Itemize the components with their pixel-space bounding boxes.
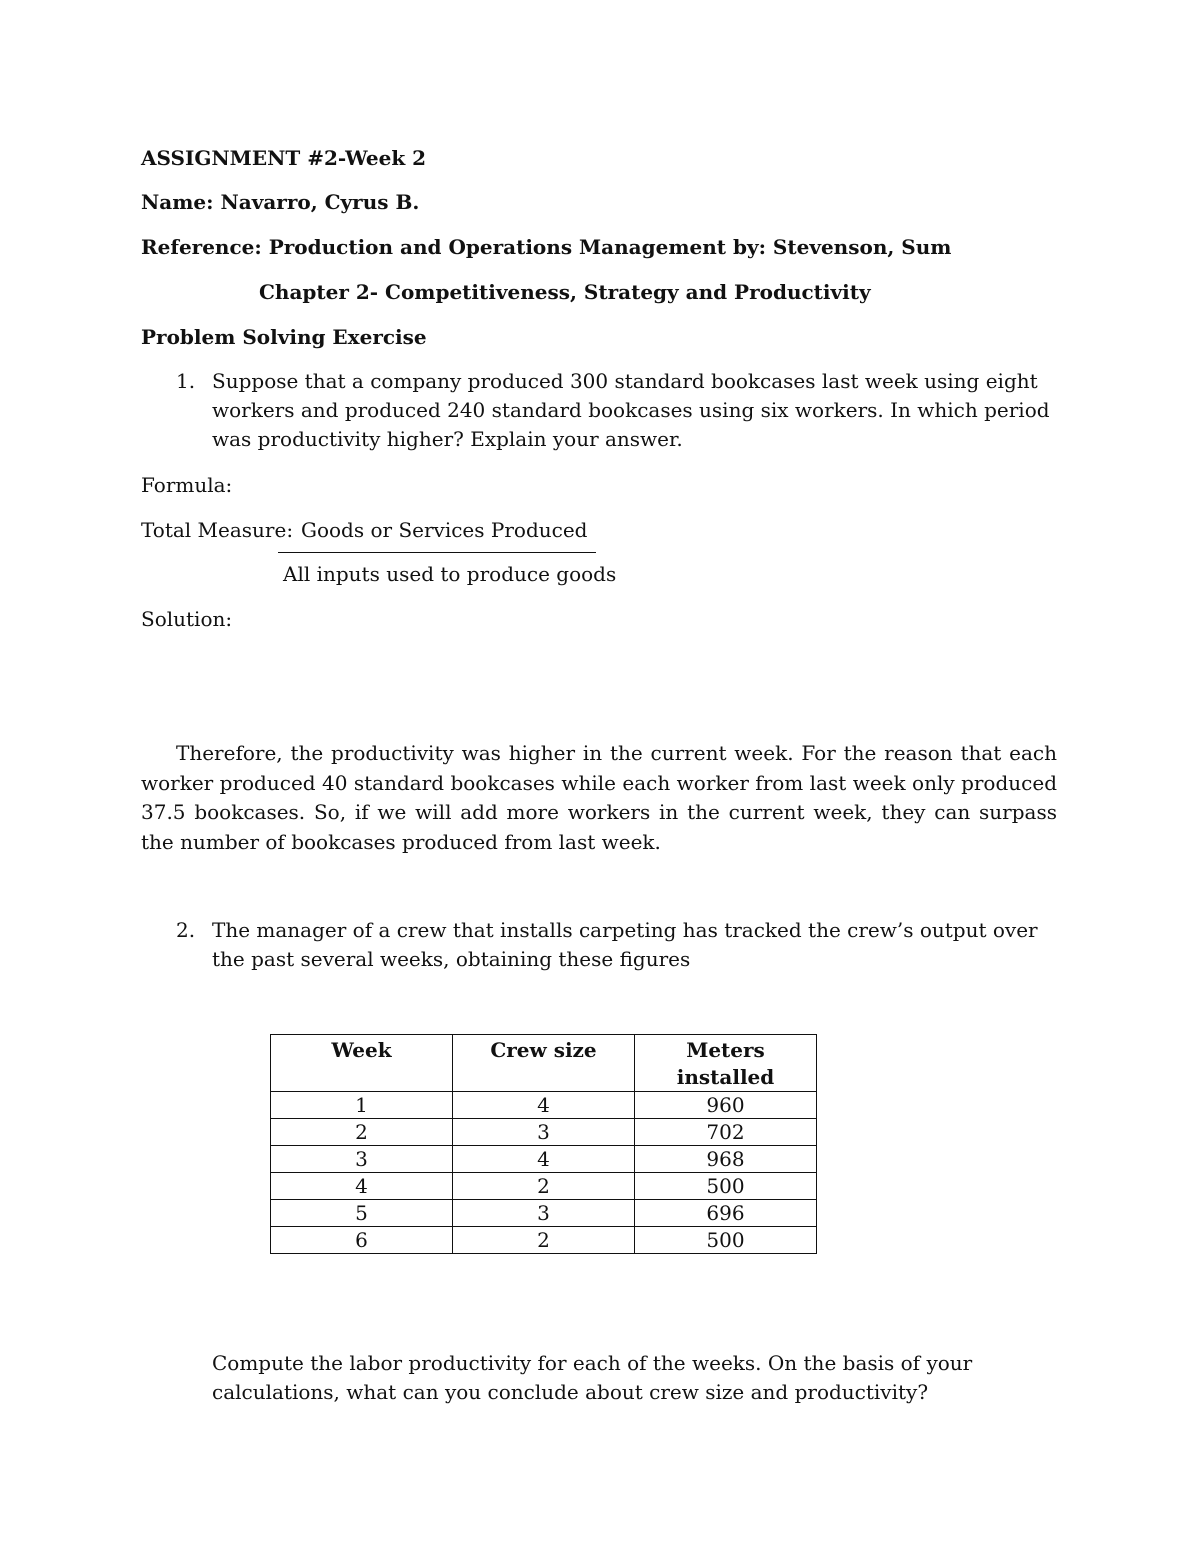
cell-crew-size: 2 — [453, 1227, 635, 1254]
assignment-title: ASSIGNMENT #2-Week 2 — [141, 146, 427, 170]
cell-crew-size: 2 — [453, 1173, 635, 1200]
cell-week: 5 — [271, 1200, 453, 1227]
table-header-row — [271, 1035, 817, 1092]
cell-meters: 960 — [635, 1092, 817, 1119]
student-name: Name: Navarro, Cyrus B. — [141, 190, 420, 214]
table-row — [271, 1119, 817, 1146]
conclusion-paragraph: Therefore, the productivity was higher in the current week. For the reason that each worker produced 40 standard bookcases while each worker from last week only produced 37.5 bookcases. So, if we will add more workers in the current week, they can surpass the number of bookcases produced from last week. — [141, 741, 1057, 854]
solution-label: Solution: — [141, 607, 233, 631]
cell-week: 1 — [271, 1092, 453, 1119]
cell-meters: 500 — [635, 1173, 817, 1200]
table-row — [271, 1227, 817, 1254]
header-week: Week — [271, 1035, 453, 1092]
cell-crew-size: 4 — [453, 1146, 635, 1173]
chapter-line: Chapter 2- Competitiveness, Strategy and Productivity — [259, 280, 871, 304]
cell-meters: 968 — [635, 1146, 817, 1173]
cell-week: 3 — [271, 1146, 453, 1173]
fraction-bar — [278, 552, 596, 553]
cell-week: 2 — [271, 1119, 453, 1146]
cell-week: 6 — [271, 1227, 453, 1254]
total-measure-label: Total Measure: — [141, 518, 294, 542]
cell-meters: 696 — [635, 1200, 817, 1227]
question-1-number: 1. — [176, 369, 196, 393]
formula-label: Formula: — [141, 473, 233, 497]
cell-crew-size: 3 — [453, 1200, 635, 1227]
cell-crew-size: 3 — [453, 1119, 635, 1146]
question-2-text: The manager of a crew that installs carpeting has tracked the crew’s output over the past several weeks, obtaining these figures — [212, 918, 1038, 971]
question-2-number: 2. — [176, 918, 196, 942]
table-row — [271, 1200, 817, 1227]
reference-line: Reference: Production and Operations Management by: Stevenson, Sum — [141, 235, 952, 259]
cell-crew-size: 4 — [453, 1092, 635, 1119]
exercise-heading: Problem Solving Exercise — [141, 325, 427, 349]
question-1-text: Suppose that a company produced 300 standard bookcases last week using eight workers and produced 240 standard bookcases using six workers. In which period was productivity higher? Explain your answer. — [212, 369, 1050, 451]
formula-numerator: Goods or Services Produced — [301, 518, 588, 542]
formula-denominator: All inputs used to produce goods — [283, 562, 617, 586]
cell-meters: 702 — [635, 1119, 817, 1146]
crew-output-table — [270, 1034, 817, 1254]
final-question: Compute the labor productivity for each of the weeks. On the basis of your calculations, what can you conclude about crew size and productivity? — [212, 1351, 973, 1404]
header-crew-size: Crew size — [453, 1035, 635, 1092]
header-meters-installed: Meters installed — [635, 1035, 817, 1092]
cell-meters: 500 — [635, 1227, 817, 1254]
table-row — [271, 1146, 817, 1173]
cell-week: 4 — [271, 1173, 453, 1200]
table-row — [271, 1092, 817, 1119]
table-row — [271, 1173, 817, 1200]
